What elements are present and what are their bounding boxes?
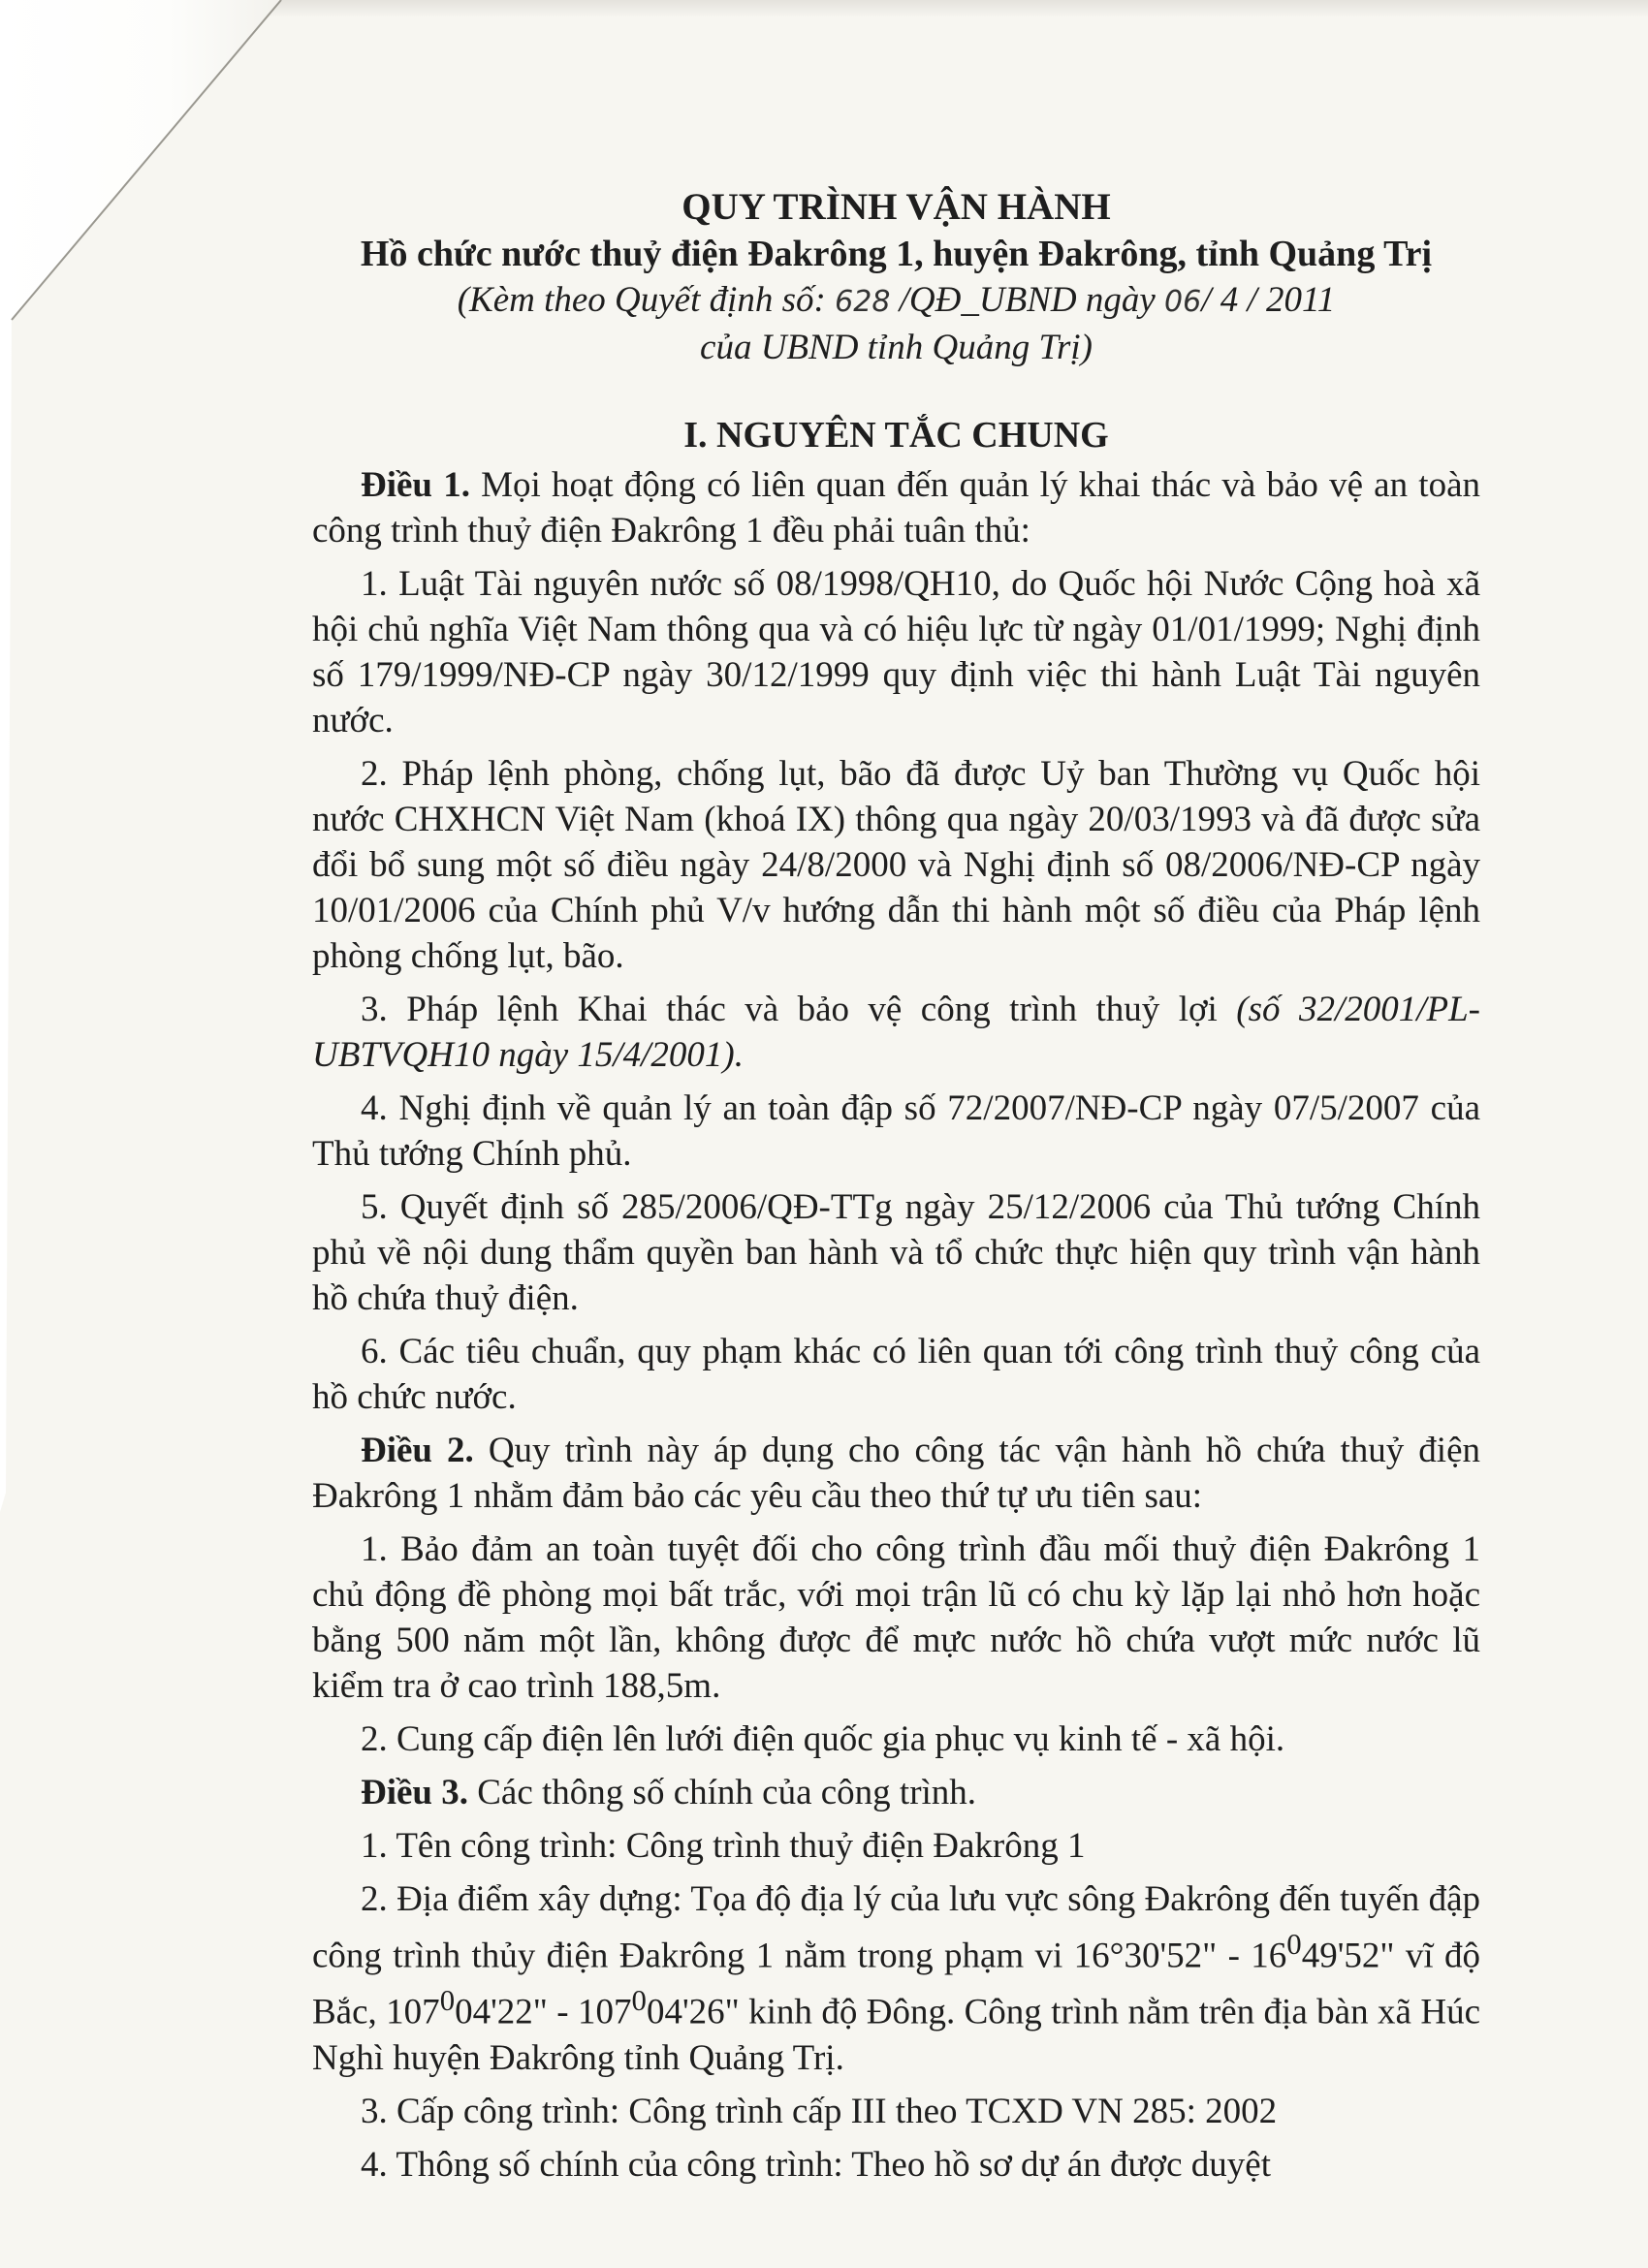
ref-mid: /QĐ_UBND ngày <box>890 280 1165 320</box>
item-3-citation: (số 32/2001/PL-UBTVQH10 ngày 15/4/2001). <box>312 990 1481 1075</box>
decision-reference <box>312 277 1480 325</box>
degree-sup-3: 0 <box>631 1984 647 2018</box>
document-page <box>312 184 1480 2195</box>
degree-sup-1: 0 <box>1286 1928 1302 1961</box>
ref-prefix: (Kèm theo Quyết định số: <box>457 280 836 320</box>
article-1 <box>312 462 1480 553</box>
ref-suffix: / 4 / 2011 <box>1201 280 1336 320</box>
article-2-text: Quy trình này áp dụng cho công tác vận hành hồ chứa thuỷ điện Đakrông 1 nhằm đảm bảo các yêu cầu theo thứ tự ưu tiên sau: <box>312 1431 1481 1516</box>
article-3-label: Điều 3. <box>361 1773 468 1812</box>
coord-c: 04'22" - 107 <box>455 1992 632 2032</box>
article-3-item-2 <box>312 1876 1480 2081</box>
document-title: QUY TRÌNH VẬN HÀNH <box>681 186 1111 228</box>
section-heading: I. NGUYÊN TẮC CHUNG <box>683 415 1109 456</box>
article-2-item-2: 2. Cung cấp điện lên lưới điện quốc gia phục vụ kinh tế - xã hội. <box>361 1719 1285 1759</box>
article-1-item-4: 4. Nghị định về quản lý an toàn đập số 72/2007/NĐ-CP ngày 07/5/2007 của Thủ tướng Chính phủ. <box>312 1088 1480 1174</box>
article-3-item-3: 3. Cấp công trình: Công trình cấp III theo TCXD VN 285: 2002 <box>361 2091 1278 2131</box>
article-2 <box>312 1428 1480 1519</box>
article-3-text: Các thông số chính của công trình. <box>468 1773 977 1812</box>
article-1-item-5: 5. Quyết định số 285/2006/QĐ-TTg ngày 25/12/2006 của Thủ tướng Chính phủ về nội dung thẩm quyền ban hành và tổ chức thực hiện quy trình vận hành hồ chứa thuỷ điện. <box>312 1187 1480 1318</box>
article-1-item-2: 2. Pháp lệnh phòng, chống lụt, bão đã được Uỷ ban Thường vụ Quốc hội nước CHXHCN Việt Nam (khoá IX) thông qua ngày 20/03/1993 và đã được sửa đổi bổ sung một số điều ngày 24/8/2000 và Nghị định số 08/2006/NĐ-CP ngày 10/01/2006 của Chính phủ V/v hướng dẫn thi hành một số điều của Pháp lệnh phòng chống lụt, bão. <box>312 754 1480 976</box>
article-1-text: Mọi hoạt động có liên quan đến quản lý khai thác và bảo vệ an toàn công trình thuỷ điện Đakrông 1 đều phải tuân thủ: <box>312 465 1480 551</box>
degree-sup-2: 0 <box>439 1984 456 2018</box>
coord-a: 2. Địa điểm xây dựng: Tọa độ địa lý của lưu vực sông Đakrông đến tuyến đập công trình thủy điện Đakrông 1 nằm trong phạm vi 16°30'52" - 16 <box>312 1879 1480 1976</box>
article-1-item-3 <box>312 987 1480 1078</box>
decision-issuer: của UBND tỉnh Quảng Trị) <box>700 328 1093 367</box>
document-subtitle: Hồ chức nước thuỷ điện Đakrông 1, huyện Đakrông, tỉnh Quảng Trị <box>360 234 1433 274</box>
article-1-item-1: 1. Luật Tài nguyên nước số 08/1998/QH10, do Quốc hội Nước Cộng hoà xã hội chủ nghĩa Việt Nam thông qua và có hiệu lực từ ngày 01/01/1999; Nghị định số 179/1999/NĐ-CP ngày 30/12/1999 quy định việc thi hành Luật Tài nguyên nước. <box>312 564 1480 740</box>
coord-b: 49'52" vĩ độ Bắc, 107 <box>312 1936 1480 2032</box>
folded-corner <box>0 0 281 1512</box>
item-3-text: 3. Pháp lệnh Khai thác và bảo vệ công trình thuỷ lợi <box>361 990 1237 1029</box>
article-3 <box>312 1770 1480 1815</box>
article-1-label: Điều 1. <box>361 465 470 505</box>
article-3-item-1: 1. Tên công trình: Công trình thuỷ điện Đakrông 1 <box>361 1826 1086 1866</box>
article-2-label: Điều 2. <box>361 1431 474 1470</box>
article-2-item-1: 1. Bảo đảm an toàn tuyệt đối cho công trình đầu mối thuỷ điện Đakrông 1 chủ động đề phòng mọi bất trắc, với mọi trận lũ có chu kỳ lặp lại nhỏ hơn hoặc bằng 500 năm một lần, không được để mực nước hồ chứa vượt mức nước lũ kiểm tra ở cao trình 188,5m. <box>312 1529 1480 1706</box>
document-header <box>312 184 1480 370</box>
handwritten-day: 06 <box>1164 285 1202 319</box>
article-1-item-6: 6. Các tiêu chuẩn, quy phạm khác có liên quan tới công trình thuỷ công của hồ chức nước. <box>312 1332 1480 1417</box>
handwritten-decision-number: 628 <box>835 285 891 319</box>
coord-d: 04'26" kinh độ Đông. Công trình nằm trên địa bàn xã Húc Nghì huyện Đakrông tỉnh Quảng Trị. <box>312 1992 1480 2078</box>
article-3-item-4: 4. Thông số chính của công trình: Theo hồ sơ dự án được duyệt <box>361 2144 1272 2185</box>
